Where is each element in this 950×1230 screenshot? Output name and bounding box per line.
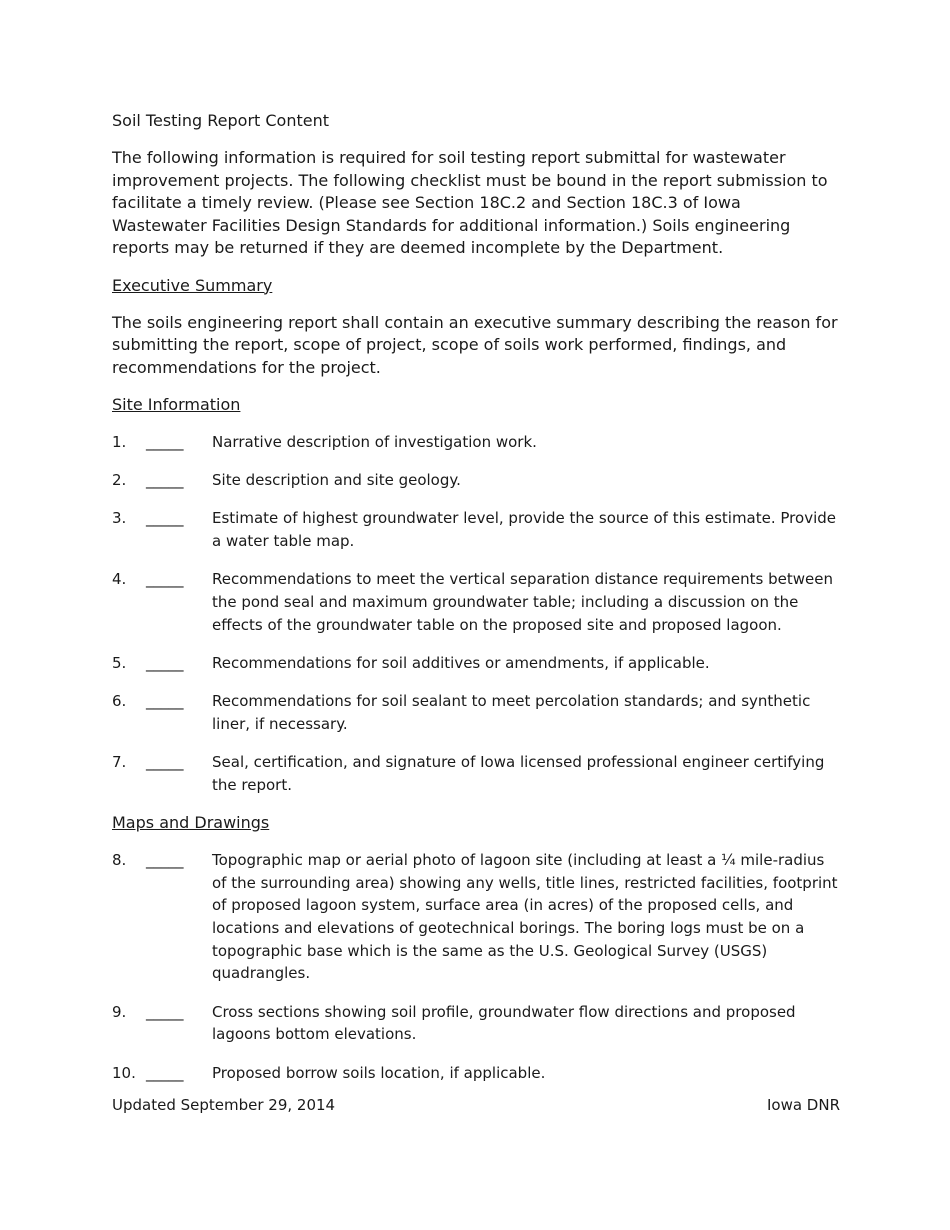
- list-item: [112, 507, 840, 552]
- site-information-heading: Site Information: [112, 395, 241, 414]
- checklist-blank: _____: [146, 653, 184, 672]
- footer-agency: Iowa DNR: [766, 1096, 840, 1114]
- item-text: Site description and site geology.: [212, 471, 461, 490]
- checklist-blank: _____: [146, 850, 184, 869]
- item-number: 9.: [112, 1002, 127, 1021]
- item-text: Estimate of highest groundwater level, provide the source of this estimate. Provide a water table map.: [212, 509, 836, 551]
- list-item: [112, 751, 840, 796]
- checklist-blank: _____: [146, 471, 184, 490]
- item-number: 3.: [112, 509, 127, 528]
- list-item: [112, 1062, 840, 1085]
- item-number: 1.: [112, 433, 127, 451]
- checklist-blank: _____: [146, 753, 184, 772]
- checklist-blank: _____: [146, 1063, 184, 1082]
- item-text: Seal, certification, and signature of Iowa licensed professional engineer certifying the report.: [212, 753, 825, 794]
- item-text: Cross sections showing soil profile, groundwater flow directions and proposed lagoons bottom elevations.: [212, 1002, 796, 1044]
- item-number: 5.: [112, 653, 127, 672]
- item-number: 8.: [112, 850, 127, 869]
- maps-and-drawings-list: [112, 849, 840, 1084]
- document-title: Soil Testing Report Content: [112, 111, 330, 130]
- item-text: Topographic map or aerial photo of lagoon site (including at least a ¼ mile-radius of the surrounding area) showing any wells, title lines, restricted facilities, footprint of proposed lagoon system, surface area (in acres) of the proposed cells, and locations and elevations of geotechnical borings. The boring logs must be on a topographic base which is the same as the U.S. Geological Survey (USGS) quadrangles.: [212, 850, 838, 983]
- item-text: Recommendations for soil sealant to meet percolation standards; and synthetic liner, if necessary.: [212, 692, 811, 733]
- item-text: Proposed borrow soils location, if applicable.: [212, 1063, 546, 1082]
- document-body: [112, 110, 840, 1100]
- list-item: [112, 849, 840, 985]
- list-item: [112, 431, 840, 454]
- item-number: 6.: [112, 692, 127, 711]
- item-text: Recommendations for soil additives or amendments, if applicable.: [212, 653, 710, 672]
- item-number: 10.: [112, 1063, 136, 1082]
- checklist-blank: _____: [146, 570, 184, 589]
- item-number: 2.: [112, 471, 127, 490]
- item-number: 7.: [112, 753, 127, 772]
- footer-updated-date: Updated September 29, 2014: [112, 1096, 336, 1114]
- checklist-blank: _____: [146, 1002, 184, 1021]
- list-item: [112, 1001, 840, 1046]
- list-item: [112, 652, 840, 675]
- item-number: 4.: [112, 570, 127, 589]
- checklist-blank: _____: [146, 433, 184, 451]
- list-item: [112, 469, 840, 492]
- intro-paragraph: The following information is required for soil testing report submittal for wastewater improvement projects. The following checklist must be bound in the report submission to facilitate a timely review. (Please see Section 18C.2 and Section 18C.3 of Iowa Wastewater Facilities Design Standards for additional information.) Soils engineering reports may be returned if they are deemed incomplete by the Department.: [112, 148, 828, 257]
- page-footer: [112, 1095, 840, 1115]
- checklist-blank: _____: [146, 509, 184, 528]
- list-item: [112, 568, 840, 636]
- list-item: [112, 690, 840, 735]
- site-information-list: [112, 431, 840, 796]
- item-text: Recommendations to meet the vertical separation distance requirements between the pond seal and maximum groundwater table; including a discussion on the effects of the groundwater table on the proposed site and proposed lagoon.: [212, 570, 833, 634]
- checklist-blank: _____: [146, 692, 184, 711]
- executive-summary-text: The soils engineering report shall contain an executive summary describing the reason for submitting the report, scope of project, scope of soils work performed, findings, and recommendations for the project.: [112, 312, 838, 377]
- executive-summary-heading: Executive Summary: [112, 275, 273, 295]
- item-text: Narrative description of investigation work.: [212, 433, 537, 451]
- maps-and-drawings-heading: Maps and Drawings: [112, 812, 270, 832]
